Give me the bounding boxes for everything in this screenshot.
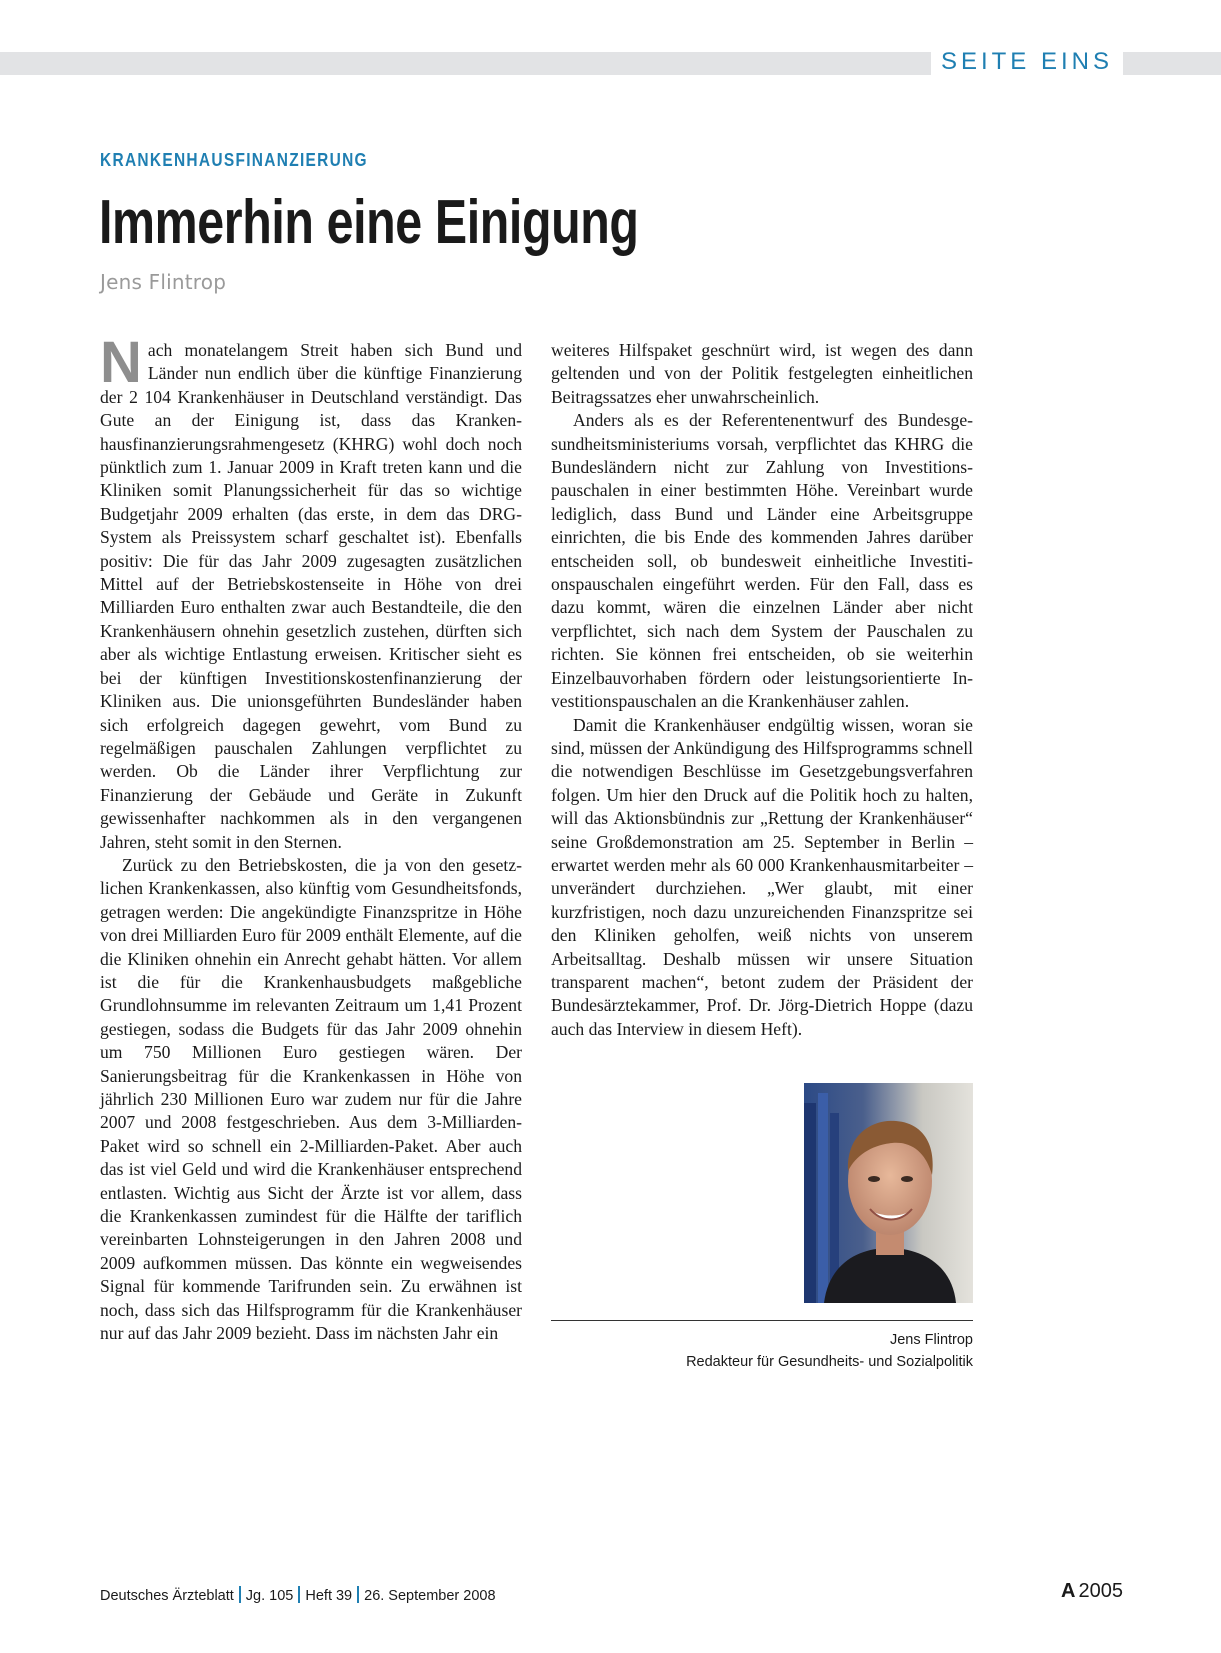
drop-cap: N xyxy=(100,330,142,395)
article-column-left xyxy=(100,330,522,1345)
caption-rule xyxy=(551,1320,973,1321)
footer-separator xyxy=(298,1586,300,1603)
footer-volume: Jg. 105 xyxy=(245,1588,294,1604)
page-number-value: 2005 xyxy=(1078,1580,1123,1602)
article-headline: Immerhin eine Einigung xyxy=(99,188,639,257)
caption-role: Redakteur für Gesundheits- und Sozialpolitik xyxy=(686,1354,973,1370)
footer-date: 26. September 2008 xyxy=(364,1588,496,1604)
author-portrait-icon xyxy=(804,1083,973,1303)
page-prefix: A xyxy=(1061,1580,1076,1602)
footer-issue: Heft 39 xyxy=(305,1588,353,1604)
article-paragraph xyxy=(100,330,522,854)
footer-separator xyxy=(239,1586,241,1603)
article-kicker: KRANKENHAUSFINANZIERUNG xyxy=(100,150,368,170)
article-paragraph: Anders als es der Referentenentwurf des Bundesgesundheitsministeriums vorsah, verpflichtet das KHRG die Bundesländern nicht zur Zahlung von Investitionspauschalen in einer bestimmten Höhe. Vereinbart wurde lediglich, dass Bund und Länder eine Arbeitsgruppe einrichten, die bis Ende des kommenden Jahres darüber entscheiden soll, ob bundesweit einheitliche Investitionspauschalen eingeführt werden. Für den Fall, dass es dazu kommt, wären die einzelnen Länder aber nicht verpflichtet, sich nach dem System der Pauschalen zu richten. Sie können frei entscheiden, ob sie weiterhin Einzelbauvorhaben fördern oder leistungsorientierte Investitionspauschalen an die Krankenhäuser zahlen. xyxy=(551,410,973,712)
article-paragraph: weiteres Hilfspaket geschnürt wird, ist wegen des dann geltenden und von der Politik festgelegten einheitlichen Beitragssatzes eher unwahrscheinlich. xyxy=(551,340,973,407)
caption-name: Jens Flintrop xyxy=(889,1332,973,1348)
article-paragraph: Damit die Krankenhäuser endgültig wissen, woran sie sind, müssen der Ankündigung des Hilfsprogramms schnell die notwendigen Beschlüsse im Gesetzgebungsverfahren folgen. Um hier den Druck auf die Politik hoch zu halten, will das Aktionsbündnis zur „Rettung der Krankenhäuser“ seine Großdemonstration am 25. September in Berlin – erwartet werden mehr als 60 000 Krankenhausmitarbeiter – unverändert durchziehen. „Wer glaubt, mit einer kurzfristigen, noch dazu unzureichenden Finanzspritze sei den Kliniken geholfen, weiß nichts von unserem Arbeitsalltag. Deshalb müssen wir unsere Situation transparent machen“, betont zudem der Präsident der Bundesärztekammer, Prof. Dr. Jörg-Dietrich Hoppe (dazu auch das Interview in diesem Heft). xyxy=(551,714,973,1039)
footer xyxy=(100,1586,496,1604)
article-column-right xyxy=(551,339,973,1041)
photo-caption xyxy=(551,1329,973,1373)
footer-journal: Deutsches Ärzteblatt xyxy=(100,1588,234,1604)
article-paragraph: Zurück zu den Betriebskosten, die ja von den gesetzlichen Krankenkassen, also künftig vom Gesundheitsfonds, getragen werden: Die angekündigte Finanzspritze in Höhe von drei Milliarden Euro für 2009 enthält Elemente, auf die die Kliniken ohnehin ein Anrecht gehabt hätten. Vor allem ist die für die Krankenhausbudgets maßgebliche Grundlohnsumme im relevanten Zeitraum um 1,41 Prozent gestiegen, sodass die Budgets für das Jahr 2009 ohnehin um 750 Millionen Euro gestiegen wären. Der Sanierungsbeitrag für die Krankenkassen in Höhe von jährlich 230 Millionen Euro war zudem nur für die Jahre 2007 und 2008 festgeschrieben. Aus dem 3-Milliarden-Paket wird so schnell ein 2-Milliarden-Paket. Aber auch das ist viel Geld und wird die Krankenhäuser entsprechend entlasten. Wichtig aus Sicht der Ärzte ist vor allem, dass die Krankenkassen zumindest für die Hälfte der tariflich vereinbarten Lohnsteigerungen in den Jahren 2008 und 2009 aufkommen müssen. Das könnte ein wegweisendes Signal für kommende Tarifrunden sein. Zu erwähnen ist noch, dass sich das Hilfsprogramm für die Krankenhäuser nur auf das Jahr 2009 bezieht. Dass im nächsten Jahr ein xyxy=(100,854,522,1344)
article-author: Jens Flintrop xyxy=(100,270,227,294)
paragraph-text: ach monatelangem Streit haben sich Bund und Länder nun endlich über die künftige Finanzierung der 2 104 Krankenhäuser in Deutschland verständigt. Das Gute an der Einigung ist, dass das Krankenhausfinanzierungsrahmengesetz (KHRG) wohl doch noch pünktlich zum 1. Januar 2009 in Kraft treten kann und die Kliniken somit Planungssicherheit für das so wichtige Budgetjahr 2009 erhalten (das erste, in dem das DRG-System als Preissystem scharf geschaltet ist). Ebenfalls positiv: Die für das Jahr 2009 zugesagten zusätzlichen Mittel auf der Betriebskostenseite in Höhe von drei Milliarden Euro enthalten zwar auch Bestandteile, die den Krankenhäusern ohnehin gesetzlich zustehen, dürften sich aber als wichtige Entlastung erweisen. Kritischer sieht es bei der künftigen Investitionskostenfinanzierung der Kliniken aus. Die unionsgeführten Bundesländer haben sich erfolgreich dagegen gewehrt, vom Bund zu regelmäßigen pauschalen Zahlungen verpflichtet zu werden. Ob die Länder ihrer Verpflichtung zur Finanzierung der Gebäude und Geräte in Zukunft gewissenhafter nachkommen als in den vergangenen Jahren, steht somit in den Sternen. xyxy=(100,340,522,852)
section-label: SEITE EINS xyxy=(931,45,1123,79)
page-number xyxy=(1061,1580,1123,1603)
footer-separator xyxy=(357,1586,359,1603)
author-photo xyxy=(804,1083,973,1303)
